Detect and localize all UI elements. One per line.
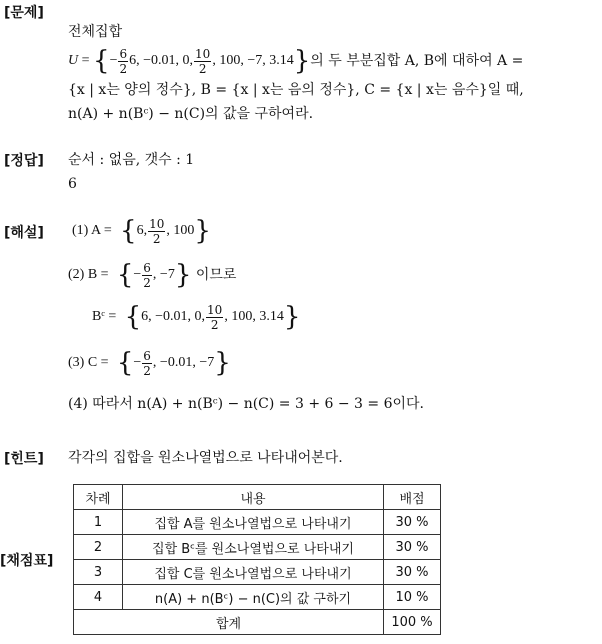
- rubric-label: [채점표]: [0, 553, 54, 569]
- rubric-header-score: 배점: [384, 485, 441, 510]
- problem-line2-tail: 의 두 부분집합 A, B에 대하여 A =: [310, 53, 524, 69]
- rubric-table: [73, 484, 441, 635]
- rubric-cell-no: 1: [74, 510, 123, 535]
- table-row: [74, 510, 441, 535]
- table-row: [74, 535, 441, 560]
- rubric-cell-score: 30 %: [384, 560, 441, 585]
- answer-value: 6: [68, 176, 77, 192]
- solution-step2-complement: Bᶜ = { 6, −0.01, 0, $\frac{10}{2}$ , 100, 3.14 }: [92, 302, 301, 332]
- solution-step2: (2) B = { − $\frac{6}{2}$ , −7 } 이므로: [68, 260, 237, 290]
- set-u-elements-a: 6, −0.01, 0,: [129, 53, 194, 68]
- rubric-header-content: 내용: [123, 485, 384, 510]
- problem-line3: {x | x는 양의 정수}, B = {x | x는 음의 정수}, C = {x | x는 음수}일 때,: [68, 82, 524, 98]
- rubric-cell-content: 집합 Bᶜ를 원소나열법으로 나타내기: [123, 535, 384, 560]
- frac-6-2: $\frac{6}{2}$: [119, 46, 128, 76]
- set-u-name: U: [68, 53, 79, 68]
- frac-6-2: $\frac{6}{2}$: [143, 348, 151, 378]
- solution-step3: (3) C = { − $\frac{6}{2}$ , −0.01, −7 }: [68, 348, 231, 378]
- frac-6-2: $\frac{6}{2}$: [143, 260, 151, 290]
- set-u-elements-b: , 100, −7, 3.14: [212, 53, 294, 68]
- solution-label: [해설]: [4, 225, 44, 241]
- solution-step1: (1) A = { 6, $\frac{10}{2}$ , 100 }: [72, 216, 211, 246]
- rubric-total-label: 합계: [74, 610, 384, 635]
- answer-label: [정답]: [4, 153, 44, 169]
- hint-label: [힌트]: [4, 451, 44, 467]
- frac-10-2: $\frac{10}{2}$: [195, 46, 211, 76]
- rubric-cell-content: 집합 C를 원소나열법으로 나타내기: [123, 560, 384, 585]
- table-row: [74, 585, 441, 610]
- rubric-cell-score: 30 %: [384, 510, 441, 535]
- answer-line1: 순서 : 없음, 갯수 : 1: [68, 152, 195, 168]
- frac-10-2: $\frac{10}{2}$: [149, 216, 165, 246]
- rubric-cell-no: 3: [74, 560, 123, 585]
- problem-line4: n(A) + n(Bᶜ) − n(C)의 값을 구하여라.: [68, 106, 314, 122]
- rubric-header-no: 차례: [74, 485, 123, 510]
- table-row: [74, 560, 441, 585]
- rubric-cell-score: 10 %: [384, 585, 441, 610]
- rubric-cell-content: n(A) + n(Bᶜ) − n(C)의 값 구하기: [123, 585, 384, 610]
- rubric-cell-score: 30 %: [384, 535, 441, 560]
- problem-set-u: U = { − $\frac{6}{2}$ 6, −0.01, 0, $\frac{10}{2}$ , 100, −7, 3.14 } 의 두 부분집합 A, B에 대하여 A =: [68, 46, 524, 76]
- solution-step4: (4) 따라서 n(A) + n(Bᶜ) − n(C) = 3 + 6 − 3 = 6이다.: [68, 396, 424, 412]
- rubric-cell-no: 2: [74, 535, 123, 560]
- rubric-total-score: 100 %: [384, 610, 441, 635]
- rubric-total-row: [74, 610, 441, 635]
- problem-label: [문제]: [4, 5, 44, 21]
- hint-text: 각각의 집합을 원소나열법으로 나타내어본다.: [68, 450, 343, 466]
- problem-line1: 전체집합: [68, 24, 123, 40]
- rubric-header-row: [74, 485, 441, 510]
- rubric-cell-no: 4: [74, 585, 123, 610]
- rubric-cell-content: 집합 A를 원소나열법으로 나타내기: [123, 510, 384, 535]
- frac-10-2: $\frac{10}{2}$: [207, 302, 223, 332]
